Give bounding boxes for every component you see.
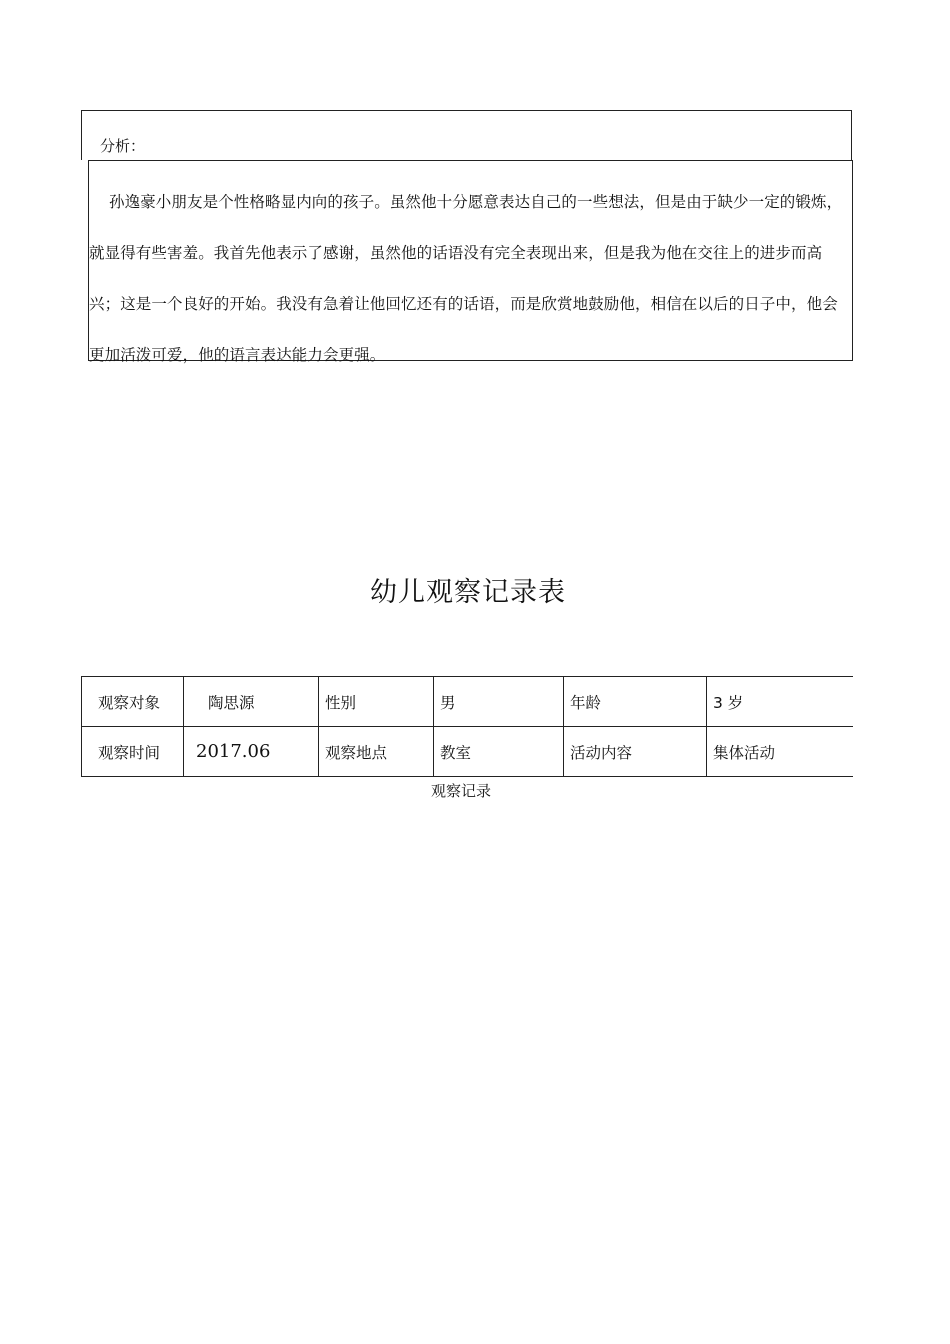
- label-observe-time: 观察时间: [82, 727, 184, 777]
- analysis-header-cell: [81, 110, 852, 160]
- value-observe-target: 陶思源: [184, 677, 319, 727]
- value-observe-place: 教室: [434, 727, 564, 777]
- analysis-text: 孙逸豪小朋友是个性格略显内向的孩子。虽然他十分愿意表达自己的一些想法，但是由于缺少一定的锻炼，就显得有些害羞。我首先他表示了感谢，虽然他的话语没有完全表现出来，但是我为他在交往上的进步而高兴；这是一个良好的开始。我没有急着让他回忆还有的话语，而是欣赏地鼓励他，相信在以后的日子中，他会更加活泼可爱，他的语言表达能力会更强。: [89, 193, 843, 364]
- value-observe-time: 2017.06: [184, 727, 319, 777]
- value-activity: 集体活动: [707, 727, 853, 777]
- section-caption: 观察记录: [430, 782, 491, 800]
- analysis-body-cell: [88, 160, 853, 364]
- value-age: 3 岁: [707, 677, 853, 727]
- analysis-label: 分析：: [100, 137, 146, 155]
- page-title: 幼儿观察记录表: [370, 577, 566, 608]
- label-age: 年龄: [564, 677, 707, 727]
- info-table: [81, 676, 853, 777]
- value-gender: 男: [434, 677, 564, 727]
- table-row: [82, 727, 853, 777]
- label-observe-target: 观察对象: [82, 677, 184, 727]
- label-gender: 性别: [319, 677, 434, 727]
- label-observe-place: 观察地点: [319, 727, 434, 777]
- label-activity: 活动内容: [564, 727, 707, 777]
- table-row: [82, 677, 853, 727]
